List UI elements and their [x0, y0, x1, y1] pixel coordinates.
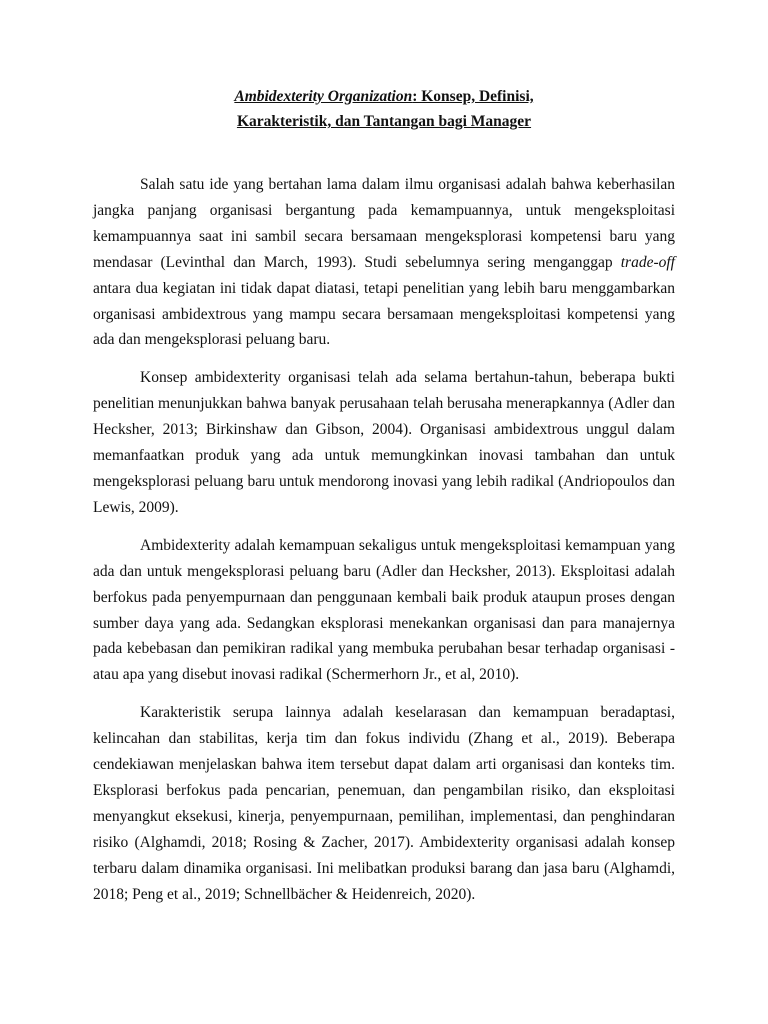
- title-italic-term: Ambidexterity Organization: [234, 88, 413, 105]
- paragraph-1-part-1: Salah satu ide yang bertahan lama dalam ilmu organisasi adalah bahwa keberhasilan jangka panjang organisasi bergantung pada kemampuannya, untuk mengeksploitasi kemampuannya saat ini sambil secara bersamaan mengeksplorasi kompetensi baru yang mendasar (Levinthal dan March, 1993). Studi sebelumnya sering menganggap: [93, 176, 675, 271]
- document-body: [93, 172, 675, 919]
- title-line-1-rest: : Konsep, Definisi,: [412, 88, 534, 105]
- document-title-line-2: Karakteristik, dan Tantangan bagi Manager: [236, 113, 532, 130]
- paragraph-2: Konsep ambidexterity organisasi telah ada selama bertahun-tahun, beberapa bukti penelitian menunjukkan bahwa banyak perusahaan telah berusaha menerapkannya (Adler dan Hecksher, 2013; Birkinshaw dan Gibson, 2004). Organisasi ambidextrous unggul dalam memanfaatkan produk yang ada untuk memungkinkan inovasi tambahan dan untuk mengeksplorasi peluang baru untuk mendorong inovasi yang lebih radikal (Andriopoulos dan Lewis, 2009).: [93, 369, 675, 516]
- document-title-line-1: [0, 88, 768, 106]
- paragraph-1-part-2: antara dua kegiatan ini tidak dapat diatasi, tetapi penelitian yang lebih baru menggambarkan organisasi ambidextrous yang mampu secara bersamaan mengeksploitasi kompetensi yang ada dan mengeksplorasi peluang baru.: [93, 279, 675, 349]
- paragraph-3: Ambidexterity adalah kemampuan sekaligus untuk mengeksploitasi kemampuan yang ada dan untuk mengeksplorasi peluang baru (Adler dan Hecksher, 2013). Eksploitasi adalah berfokus pada penyempurnaan dan penggunaan kembali baik produk ataupun proses dengan sumber daya yang ada. Sedangkan eksplorasi menekankan organisasi dan para manajernya pada kebebasan dan pemikiran radikal yang membuka perubahan besar terhadap organisasi - atau apa yang disebut inovasi radikal (Schermerhorn Jr., et al, 2010).: [93, 536, 675, 684]
- paragraph-1-italic-term: trade-off: [620, 253, 675, 271]
- paragraph-4: Karakteristik serupa lainnya adalah keselarasan dan kemampuan beradaptasi, kelincahan dan stabilitas, kerja tim dan fokus individu (Zhang et al., 2019). Beberapa cendekiawan menjelaskan bahwa item tersebut dapat dalam arti organisasi dan konteks tim. Eksplorasi berfokus pada pencarian, penemuan, dan pengambilan risiko, dan eksploitasi menyangkut eksekusi, kinerja, penyempurnaan, pemilihan, implementasi, dan penghindaran risiko (Alghamdi, 2018; Rosing & Zacher, 2017). Ambidexterity organisasi adalah konsep terbaru dalam dinamika organisasi. Ini melibatkan produksi barang dan jasa baru (Alghamdi, 2018; Peng et al., 2019; Schnellbächer & Heidenreich, 2020).: [93, 704, 675, 903]
- paragraph-1: [93, 172, 675, 353]
